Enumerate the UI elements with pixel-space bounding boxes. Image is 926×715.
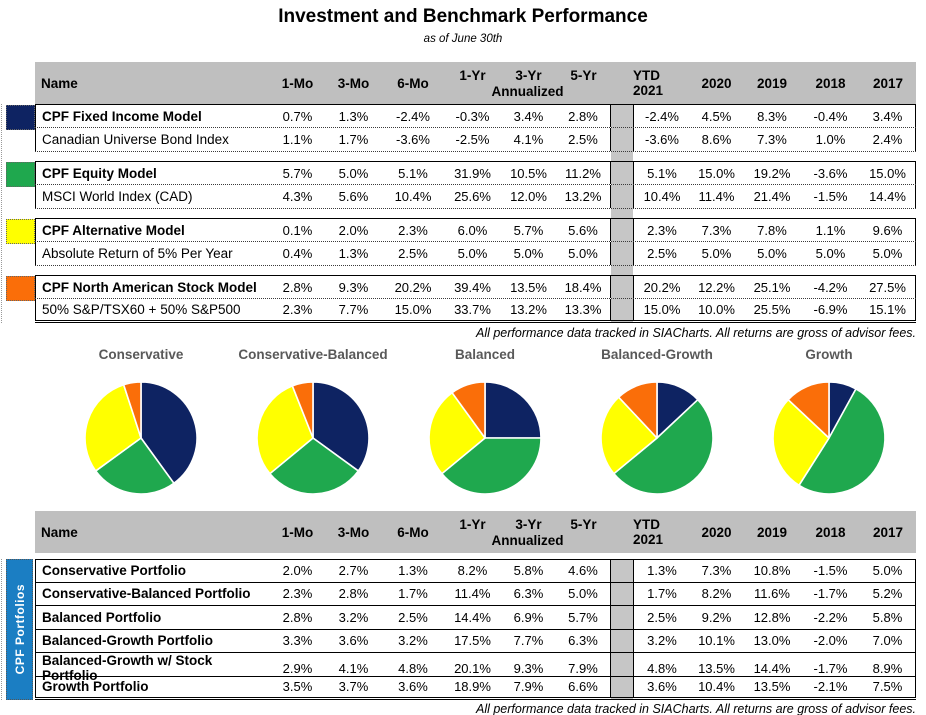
- value-cell: 4.1%: [338, 660, 369, 676]
- column-header-name: Name: [41, 524, 78, 540]
- portfolio-row: [35, 583, 916, 607]
- row-name: Growth Portfolio: [35, 677, 270, 698]
- value-cell: 2.8%: [556, 105, 611, 127]
- pie-title: Conservative-Balanced: [238, 347, 388, 362]
- row-name: Canadian Universe Bond Index: [35, 128, 270, 151]
- alternative-color-swatch: [6, 219, 35, 244]
- row-name: CPF Alternative Model: [35, 219, 270, 241]
- value-cell: 0.7%: [282, 108, 313, 124]
- column-divider: [611, 219, 633, 241]
- column-header-2017: 2017: [872, 75, 904, 91]
- table-header: [35, 62, 916, 104]
- value-cell: 18.4%: [556, 276, 611, 298]
- column-divider: [611, 677, 633, 698]
- value-cell: 2.5%: [398, 246, 428, 261]
- value-cell: 13.5%: [753, 679, 791, 695]
- value-cell: 2.8%: [282, 609, 313, 625]
- value-cell: 5.6%: [338, 189, 369, 204]
- value-cell: 1.1%: [282, 132, 313, 147]
- cpf-portfolios-sidebar: [6, 559, 33, 700]
- annualized-label: Annualized: [491, 83, 564, 99]
- column-header-1yr: 1-Yr: [459, 516, 486, 532]
- value-cell: 13.0%: [753, 633, 791, 649]
- value-cell: 2.0%: [282, 563, 313, 579]
- value-cell: 9.6%: [860, 219, 916, 241]
- value-cell: 19.2%: [753, 165, 791, 181]
- pie-chart-growth: [744, 347, 914, 498]
- row-name: Balanced-Growth w/ Stock Portfolio: [35, 653, 270, 683]
- value-cell: 7.8%: [757, 222, 787, 238]
- pie-chart-conservative: [56, 347, 226, 498]
- value-cell: -1.5%: [813, 563, 848, 579]
- column-divider: [611, 162, 633, 184]
- model-row: [35, 275, 916, 299]
- value-cell: 10.4%: [633, 185, 690, 208]
- value-cell: 1.0%: [815, 132, 846, 147]
- value-cell: 5.0%: [513, 246, 544, 261]
- value-cell: 25.1%: [753, 279, 791, 295]
- column-header-ytd: YTD 2021: [633, 517, 664, 547]
- value-cell: 15.1%: [860, 299, 916, 320]
- cpf-portfolios-sidebar-label: CPF Portfolios: [12, 584, 27, 675]
- value-cell: 6.3%: [513, 586, 544, 602]
- table-header: [35, 511, 916, 553]
- value-cell: 25.6%: [454, 189, 491, 204]
- value-cell: 2.3%: [282, 302, 313, 317]
- value-cell: 2.3%: [398, 222, 428, 238]
- na-stock-color-swatch: [6, 276, 35, 301]
- value-cell: 3.3%: [282, 633, 313, 649]
- value-cell: -3.6%: [633, 128, 690, 151]
- value-cell: 12.0%: [510, 189, 547, 204]
- value-cell: 5.0%: [860, 242, 916, 265]
- value-cell: 5.1%: [398, 165, 428, 181]
- value-cell: 1.7%: [398, 586, 428, 602]
- model-row: [35, 161, 916, 185]
- value-cell: 2.8%: [338, 586, 369, 602]
- pie-title: Balanced-Growth: [601, 347, 713, 362]
- value-cell: -2.4%: [633, 105, 690, 127]
- value-cell: 7.9%: [556, 653, 611, 683]
- model-row: [35, 104, 916, 128]
- value-cell: 8.2%: [457, 563, 488, 579]
- value-cell: 11.4%: [698, 189, 735, 204]
- benchmark-row: [35, 128, 916, 152]
- value-cell: 9.3%: [338, 279, 369, 295]
- value-cell: 1.3%: [338, 108, 369, 124]
- row-name: 50% S&P/TSX60 + 50% S&P500: [35, 299, 270, 320]
- pie-chart-balanced-growth: [572, 347, 742, 498]
- value-cell: 4.1%: [513, 132, 544, 147]
- value-cell: 4.8%: [633, 653, 690, 683]
- portfolio-row: [35, 630, 916, 654]
- column-header-2019: 2019: [756, 524, 788, 540]
- value-cell: 2.5%: [398, 609, 428, 625]
- value-cell: 2.9%: [282, 660, 313, 676]
- left-edge-dotted-line: [1, 559, 2, 700]
- value-cell: 7.7%: [513, 633, 544, 649]
- value-cell: -2.1%: [813, 679, 848, 695]
- model-group: [35, 275, 916, 323]
- value-cell: 3.6%: [398, 679, 428, 695]
- value-cell: 8.6%: [701, 132, 732, 147]
- portfolio-row: [35, 559, 916, 583]
- column-divider: [611, 185, 633, 208]
- column-divider: [611, 62, 633, 104]
- value-cell: 15.0%: [394, 302, 432, 317]
- column-divider: [611, 583, 633, 606]
- value-cell: -3.6%: [396, 132, 430, 147]
- value-cell: 1.7%: [633, 583, 690, 606]
- value-cell: 14.4%: [753, 660, 791, 676]
- value-cell: -2.5%: [455, 132, 490, 147]
- value-cell: -3.6%: [813, 165, 848, 181]
- pie-chart-balanced: [400, 347, 570, 498]
- column-header-2017: 2017: [872, 524, 904, 540]
- column-divider: [611, 276, 633, 298]
- value-cell: 5.8%: [860, 606, 916, 629]
- value-cell: 8.9%: [860, 653, 916, 683]
- value-cell: 15.0%: [698, 165, 735, 181]
- value-cell: 5.2%: [860, 583, 916, 606]
- portfolio-row: [35, 653, 916, 683]
- column-divider: [611, 630, 633, 653]
- value-cell: 6.3%: [556, 630, 611, 653]
- fixed-income-color-swatch: [6, 105, 35, 130]
- portfolio-group: [35, 559, 916, 700]
- annualized-label: Annualized: [491, 532, 564, 548]
- value-cell: 10.4%: [698, 679, 735, 695]
- portfolio-row: [35, 677, 916, 701]
- footnote: All performance data tracked in SIACharts. All returns are gross of advisor fees.: [475, 702, 916, 715]
- value-cell: 8.3%: [757, 108, 787, 124]
- value-cell: -4.2%: [813, 279, 848, 295]
- value-cell: 3.2%: [633, 630, 690, 653]
- value-cell: 3.4%: [860, 105, 916, 127]
- value-cell: 10.1%: [698, 633, 735, 649]
- value-cell: 11.6%: [754, 586, 790, 602]
- report-subtitle: as of June 30th: [423, 33, 503, 45]
- column-header-ytd: YTD 2021: [633, 68, 664, 98]
- value-cell: 5.0%: [338, 165, 369, 181]
- value-cell: 4.8%: [398, 660, 428, 676]
- value-cell: 13.2%: [510, 302, 547, 317]
- value-cell: 1.1%: [815, 222, 846, 238]
- value-cell: 5.0%: [701, 246, 732, 261]
- value-cell: 25.5%: [753, 302, 791, 317]
- column-header-2019: 2019: [756, 75, 788, 91]
- value-cell: 2.3%: [282, 586, 313, 602]
- value-cell: 9.2%: [701, 609, 732, 625]
- pie-slice-fixed-income: [485, 382, 541, 438]
- value-cell: 10.8%: [753, 563, 791, 579]
- value-cell: 6.6%: [556, 677, 611, 698]
- portfolios-table: [35, 511, 916, 700]
- value-cell: 7.3%: [701, 563, 732, 579]
- value-cell: 39.4%: [454, 279, 491, 295]
- value-cell: 18.9%: [454, 679, 491, 695]
- value-cell: 5.7%: [556, 606, 611, 629]
- value-cell: 3.6%: [338, 633, 369, 649]
- value-cell: 7.3%: [701, 222, 732, 238]
- value-cell: 27.5%: [860, 276, 916, 298]
- pie-svg: [81, 378, 201, 498]
- value-cell: 13.5%: [698, 660, 735, 676]
- equity-color-swatch: [6, 162, 35, 187]
- column-header-2018: 2018: [815, 75, 846, 91]
- column-divider: [611, 560, 633, 582]
- value-cell: 4.3%: [282, 189, 313, 204]
- row-name: MSCI World Index (CAD): [35, 185, 270, 208]
- column-header-3yr: 3-Yr: [515, 516, 542, 532]
- annualized-header-group: [444, 511, 611, 553]
- value-cell: 5.7%: [282, 165, 313, 181]
- pie-svg: [253, 378, 373, 498]
- value-cell: 10.0%: [698, 302, 735, 317]
- column-divider: [611, 105, 633, 127]
- benchmark-row: [35, 242, 916, 266]
- column-header-2018: 2018: [815, 524, 846, 540]
- value-cell: 2.5%: [633, 242, 690, 265]
- column-header-2020: 2020: [701, 524, 732, 540]
- value-cell: 2.3%: [633, 219, 690, 241]
- value-cell: 3.2%: [338, 609, 369, 625]
- value-cell: 7.3%: [757, 132, 787, 147]
- value-cell: 9.3%: [513, 660, 544, 676]
- value-cell: 10.5%: [510, 165, 547, 181]
- pie-title: Conservative: [98, 347, 184, 362]
- value-cell: 13.2%: [556, 185, 611, 208]
- column-header-6mo: 6-Mo: [397, 75, 429, 91]
- row-name: CPF North American Stock Model: [35, 276, 270, 298]
- pie-svg: [597, 378, 717, 498]
- value-cell: 13.3%: [556, 299, 611, 320]
- column-header-name: Name: [41, 75, 78, 91]
- value-cell: 7.0%: [860, 630, 916, 653]
- portfolio-row: [35, 606, 916, 630]
- pie-title: Growth: [805, 347, 853, 362]
- value-cell: 14.4%: [860, 185, 916, 208]
- column-header-1mo: 1-Mo: [281, 524, 314, 540]
- value-cell: 5.0%: [556, 583, 611, 606]
- value-cell: 5.0%: [457, 246, 488, 261]
- value-cell: 5.0%: [556, 242, 611, 265]
- value-cell: -6.9%: [813, 302, 848, 317]
- value-cell: 7.5%: [860, 677, 916, 698]
- value-cell: 5.8%: [513, 563, 544, 579]
- row-name: Balanced-Growth Portfolio: [35, 630, 270, 653]
- value-cell: 20.2%: [394, 279, 432, 295]
- model-row: [35, 218, 916, 242]
- model-group: [35, 218, 916, 266]
- row-name: Balanced Portfolio: [35, 606, 270, 629]
- row-name: CPF Fixed Income Model: [35, 105, 270, 127]
- models-benchmarks-table: [35, 62, 916, 323]
- value-cell: 3.4%: [513, 108, 544, 124]
- value-cell: -2.0%: [813, 633, 848, 649]
- value-cell: 0.4%: [282, 246, 313, 261]
- value-cell: 5.0%: [860, 560, 916, 582]
- value-cell: 4.5%: [701, 108, 732, 124]
- value-cell: 3.2%: [398, 633, 428, 649]
- pie-title: Balanced: [454, 347, 516, 362]
- value-cell: -1.7%: [813, 586, 848, 602]
- column-divider: [611, 242, 633, 265]
- column-divider: [611, 128, 633, 151]
- value-cell: 12.2%: [698, 279, 735, 295]
- value-cell: 11.4%: [454, 586, 491, 602]
- pie-svg: [769, 378, 889, 498]
- left-edge-dotted-line: [1, 104, 2, 323]
- footnote: All performance data tracked in SIACharts. All returns are gross of advisor fees.: [475, 326, 916, 340]
- row-name: CPF Equity Model: [35, 162, 270, 184]
- value-cell: 4.6%: [556, 560, 611, 582]
- value-cell: 12.8%: [753, 609, 791, 625]
- column-header-1yr: 1-Yr: [459, 67, 486, 83]
- value-cell: 2.7%: [338, 563, 369, 579]
- value-cell: -1.7%: [813, 660, 848, 676]
- value-cell: 5.7%: [513, 222, 544, 238]
- row-name: Conservative Portfolio: [35, 560, 270, 582]
- value-cell: -0.3%: [455, 108, 490, 124]
- value-cell: 14.4%: [454, 609, 491, 625]
- value-cell: 31.9%: [454, 165, 491, 181]
- annualized-header-group: [444, 62, 611, 104]
- value-cell: 3.6%: [633, 677, 690, 698]
- benchmark-row: [35, 185, 916, 209]
- row-name: Conservative-Balanced Portfolio: [35, 583, 270, 606]
- value-cell: 2.8%: [282, 279, 313, 295]
- column-divider: [611, 606, 633, 629]
- portfolios-table-body: [35, 559, 916, 700]
- value-cell: 5.6%: [556, 219, 611, 241]
- column-header-3yr: 3-Yr: [515, 67, 542, 83]
- value-cell: -1.5%: [813, 189, 848, 204]
- value-cell: 13.5%: [510, 279, 547, 295]
- value-cell: -0.4%: [813, 108, 848, 124]
- value-cell: 5.0%: [815, 246, 846, 261]
- value-cell: 15.0%: [633, 299, 690, 320]
- value-cell: 20.1%: [454, 660, 491, 676]
- value-cell: 7.9%: [513, 679, 544, 695]
- value-cell: 1.7%: [338, 132, 369, 147]
- value-cell: 10.4%: [394, 189, 432, 204]
- value-cell: 1.3%: [633, 560, 690, 582]
- column-header-3mo: 3-Mo: [337, 524, 370, 540]
- value-cell: 1.3%: [338, 246, 369, 261]
- column-header-5yr: 5-Yr: [570, 67, 597, 83]
- value-cell: -2.2%: [813, 609, 848, 625]
- value-cell: 11.2%: [556, 162, 611, 184]
- value-cell: 3.7%: [338, 679, 369, 695]
- value-cell: 33.7%: [454, 302, 491, 317]
- row-name: Absolute Return of 5% Per Year: [35, 242, 270, 265]
- model-group: [35, 161, 916, 209]
- value-cell: 2.0%: [338, 222, 369, 238]
- column-header-2020: 2020: [701, 75, 732, 91]
- value-cell: 20.2%: [633, 276, 690, 298]
- value-cell: 21.4%: [753, 189, 791, 204]
- report-title: Investment and Benchmark Performance: [278, 6, 648, 27]
- models-table-body: [35, 104, 916, 323]
- column-divider: [611, 511, 633, 553]
- column-header-6mo: 6-Mo: [397, 524, 429, 540]
- column-divider: [611, 299, 633, 320]
- value-cell: 5.1%: [633, 162, 690, 184]
- column-header-3mo: 3-Mo: [337, 75, 370, 91]
- model-group: [35, 104, 916, 152]
- value-cell: 15.0%: [860, 162, 916, 184]
- value-cell: 8.2%: [701, 586, 732, 602]
- column-header-5yr: 5-Yr: [570, 516, 597, 532]
- value-cell: 5.0%: [757, 246, 787, 261]
- benchmark-row: [35, 299, 916, 323]
- value-cell: 6.9%: [513, 609, 544, 625]
- value-cell: 3.5%: [282, 679, 313, 695]
- value-cell: 2.5%: [556, 128, 611, 151]
- pie-chart-conservative-balanced: [228, 347, 398, 498]
- value-cell: 2.4%: [860, 128, 916, 151]
- pie-svg: [425, 378, 545, 498]
- value-cell: 0.1%: [282, 222, 313, 238]
- value-cell: 2.5%: [633, 606, 690, 629]
- value-cell: 6.0%: [457, 222, 488, 238]
- value-cell: -2.4%: [396, 108, 430, 124]
- value-cell: 17.5%: [454, 633, 491, 649]
- value-cell: 1.3%: [398, 563, 428, 579]
- column-header-1mo: 1-Mo: [281, 75, 314, 91]
- value-cell: 7.7%: [338, 302, 369, 317]
